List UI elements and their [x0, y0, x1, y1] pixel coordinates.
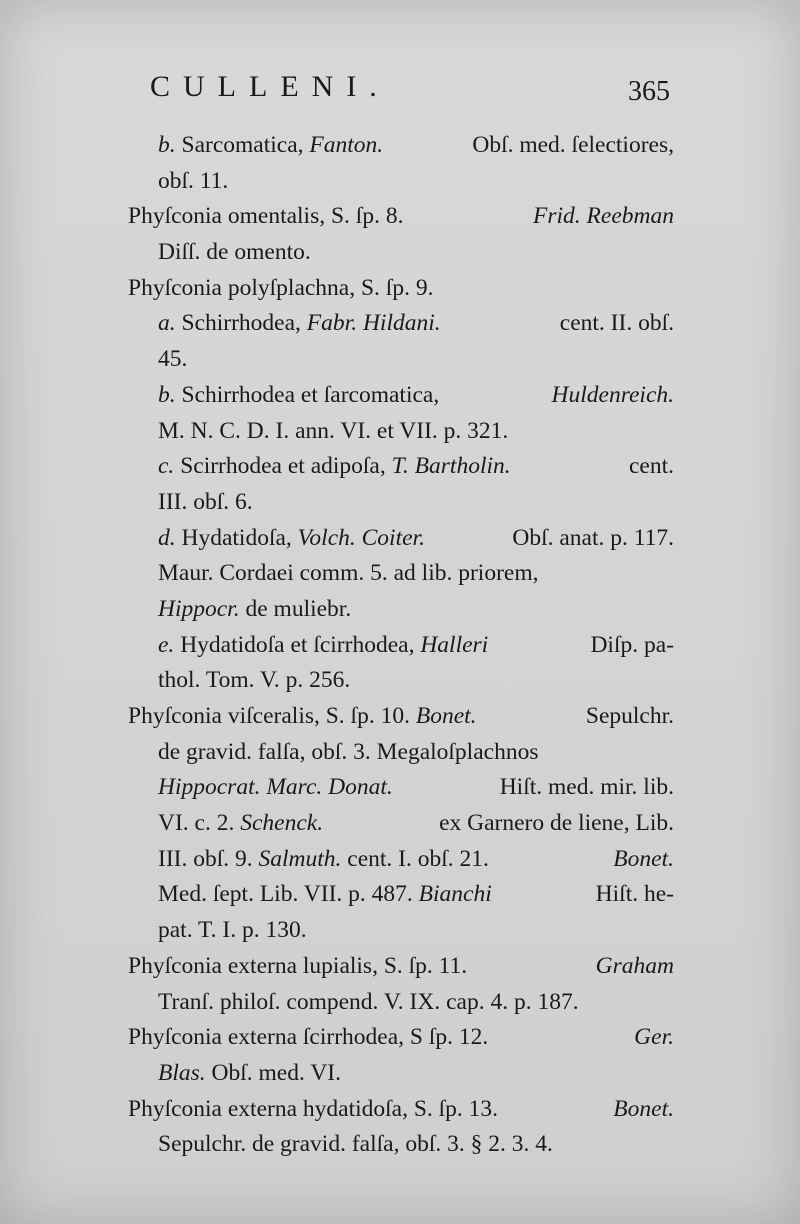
- text-line: Maur. Cordaei comm. 5. ad lib. priorem,: [158, 560, 539, 587]
- text-line: Tranſ. philoſ. compend. V. IX. cap. 4. p. 187.: [158, 988, 579, 1015]
- text-line: thol. Tom. V. p. 256.: [158, 667, 351, 694]
- text-line: b. Sarcomatica, Fanton. Obſ. med. ſelectiores,: [158, 132, 674, 158]
- text-line: Phyſconia externa lupialis, S. ſp. 11. Graham: [128, 949, 674, 985]
- text-block: [128, 128, 674, 1163]
- author-name: Bonet.: [613, 845, 674, 872]
- text-line: d. Hydatidoſa, Volch. Coiter. Obſ. anat. p. 117.: [158, 524, 674, 551]
- text-line: Sepulchr. de gravid. falſa, obſ. 3. § 2. 3. 4.: [158, 1131, 553, 1158]
- text-line: Phyſconia polyſplachna, S. ſp. 9.: [128, 274, 434, 301]
- text-line: pat. T. I. p. 130.: [158, 917, 307, 944]
- text-line: b. Schirrhodea et ſarcomatica, Huldenreich.: [128, 378, 674, 414]
- text-line: Hippocrat. Marc. Donat. Hiſt. med. mir. lib.: [128, 770, 674, 806]
- author-name: Halleri: [420, 631, 489, 658]
- text-line: Phyſconia externa hydatidoſa, S. ſp. 13. Bonet.: [128, 1092, 674, 1128]
- author-name: Graham: [595, 952, 674, 979]
- author-name: Salmuth.: [258, 845, 342, 872]
- text-line: Phyſconia viſceralis, S. ſp. 10. Bonet. Sepulchr.: [128, 703, 674, 729]
- page-number: 365: [628, 76, 670, 107]
- text-line: M. N. C. D. I. ann. VI. et VII. p. 321.: [158, 417, 509, 444]
- page-header: [150, 70, 670, 110]
- running-head: CULLENI.: [150, 70, 390, 103]
- author-name: Huldenreich.: [551, 381, 674, 408]
- text-line: Blas. Obſ. med. VI.: [158, 1059, 341, 1086]
- author-name: Fanton.: [309, 132, 384, 158]
- author-name: T. Bartholin.: [391, 453, 511, 480]
- author-name: Hippocr.: [158, 595, 240, 622]
- author-name: Hippocrat. Marc. Donat.: [158, 774, 393, 801]
- author-name: Volch. Coiter.: [297, 524, 425, 551]
- text-line: Phyſconia omentalis, S. ſp. 8. Frid. Reebman: [128, 199, 674, 235]
- text-line: 45.: [158, 346, 188, 373]
- text-line: Hippocr. de muliebr.: [158, 595, 352, 622]
- text-line: de gravid. falſa, obſ. 3. Megaloſplachnos: [158, 738, 539, 765]
- text-line: obſ. 11.: [158, 167, 229, 194]
- text-line: c. Scirrhodea et adipoſa, T. Bartholin. cent.: [158, 453, 674, 480]
- text-line: a. Schirrhodea, Fabr. Hildani. cent. II. obſ.: [158, 310, 674, 337]
- italic-letter: b.: [158, 132, 176, 158]
- author-name: Bianchi: [418, 881, 492, 908]
- author-name: Frid. Reebman: [533, 203, 674, 230]
- author-name: Schenck.: [240, 810, 324, 837]
- text-line: III. obſ. 9. Salmuth. cent. I. obſ. 21. Bonet.: [128, 842, 674, 878]
- text-line: e. Hydatidoſa et ſcirrhodea, Halleri Diſp. pa-: [158, 631, 674, 658]
- text-line: Med. ſept. Lib. VII. p. 487. Bianchi Hiſt. he-: [158, 881, 674, 908]
- text-line: VI. c. 2. Schenck. ex Garnero de liene, Lib.: [158, 810, 674, 837]
- author-name: Bonet.: [613, 1095, 674, 1122]
- text-line: Diſſ. de omento.: [158, 239, 311, 266]
- author-name: Ger.: [634, 1024, 674, 1051]
- text-line: Phyſconia externa ſcirrhodea, S ſp. 12. Ger.: [128, 1020, 674, 1056]
- author-name: Fabr. Hildani.: [306, 310, 441, 337]
- author-name: Bonet.: [415, 703, 477, 729]
- author-name: Blas.: [158, 1059, 206, 1086]
- text-line: III. obſ. 6.: [158, 488, 253, 515]
